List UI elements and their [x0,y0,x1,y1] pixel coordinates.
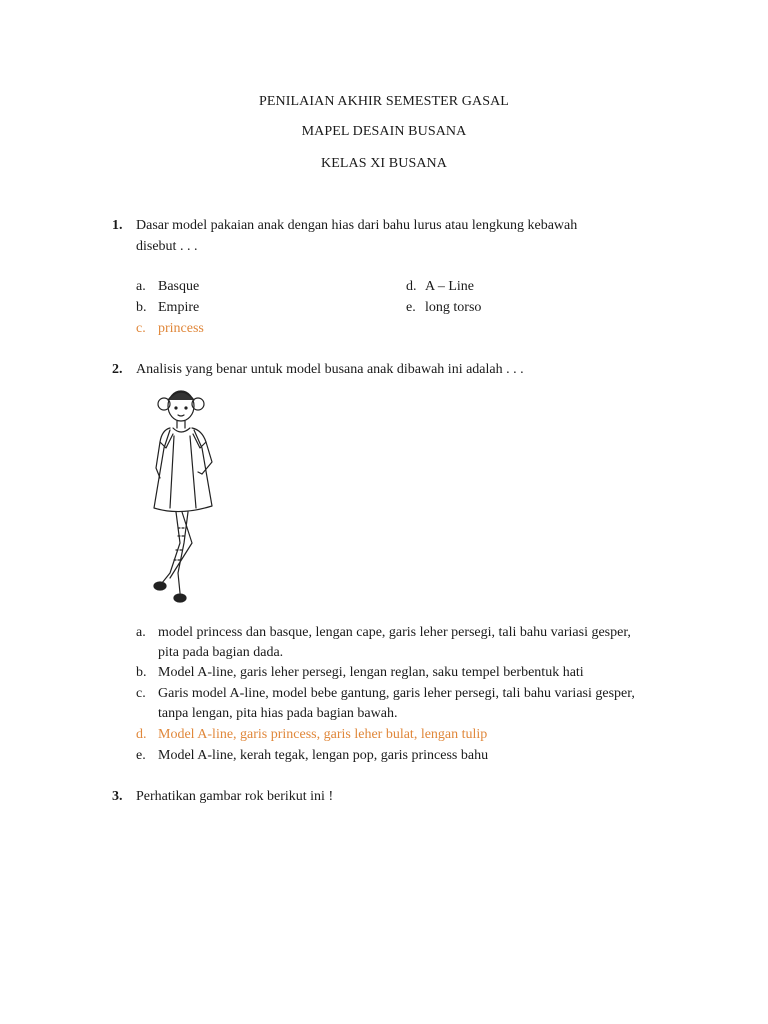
q1-option-a-letter: a. [136,279,146,294]
q1-number: 1. [112,218,123,233]
q2-option-b-letter: b. [136,665,147,680]
q3-number: 3. [112,789,123,804]
title-line-2: MAPEL DESAIN BUSANA [301,124,467,139]
q2-option-d-line-1: Model A-line, garis princess, garis leher bulat, lengan tulip [158,727,488,742]
q1-option-e-letter: e. [406,300,416,315]
q1-option-e-text: long torso [425,300,482,315]
q2-option-b-line-1: Model A-line, garis leher persegi, lengan reglan, saku tempel berbentuk hati [158,665,584,680]
q2-option-c-line-1: Garis model A-line, model bebe gantung, garis leher persegi, tali bahu variasi gesper, [158,686,635,701]
title-line-3: KELAS XI BUSANA [321,156,447,171]
q2-text: Analisis yang benar untuk model busana anak dibawah ini adalah . . . [136,362,524,377]
q2-option-e-line-1: Model A-line, kerah tegak, lengan pop, garis princess bahu [158,748,489,763]
q2-option-a-line-2: pita pada bagian dada. [158,645,284,660]
q1-option-b-text: Empire [158,300,200,315]
q2-option-e-letter: e. [136,748,146,763]
q2-option-c-line-2: tanpa lengan, pita hias pada bagian bawah. [158,706,398,721]
q2-option-a-letter: a. [136,625,146,640]
q1-option-a-text: Basque [158,279,200,294]
q1-option-b-letter: b. [136,300,147,315]
q1-text-line-1: Dasar model pakaian anak dengan hias dari bahu lurus atau lengkung kebawah [136,218,578,233]
q2-option-a-line-1: model princess dan basque, lengan cape, garis leher persegi, tali bahu variasi gesper, [158,625,631,640]
child-dress-illustration [140,378,240,618]
q1-option-c-letter: c. [136,321,146,336]
title-line-1: PENILAIAN AKHIR SEMESTER GASAL [259,94,509,109]
q1-option-d-text: A – Line [425,279,474,294]
q1-option-c-text: princess [158,321,204,336]
q1-option-d-letter: d. [406,279,417,294]
q2-number: 2. [112,362,123,377]
q1-text-line-2: disebut . . . [136,239,198,254]
q3-text: Perhatikan gambar rok berikut ini ! [136,789,334,804]
q2-option-c-letter: c. [136,686,146,701]
q2-option-d-letter: d. [136,727,147,742]
